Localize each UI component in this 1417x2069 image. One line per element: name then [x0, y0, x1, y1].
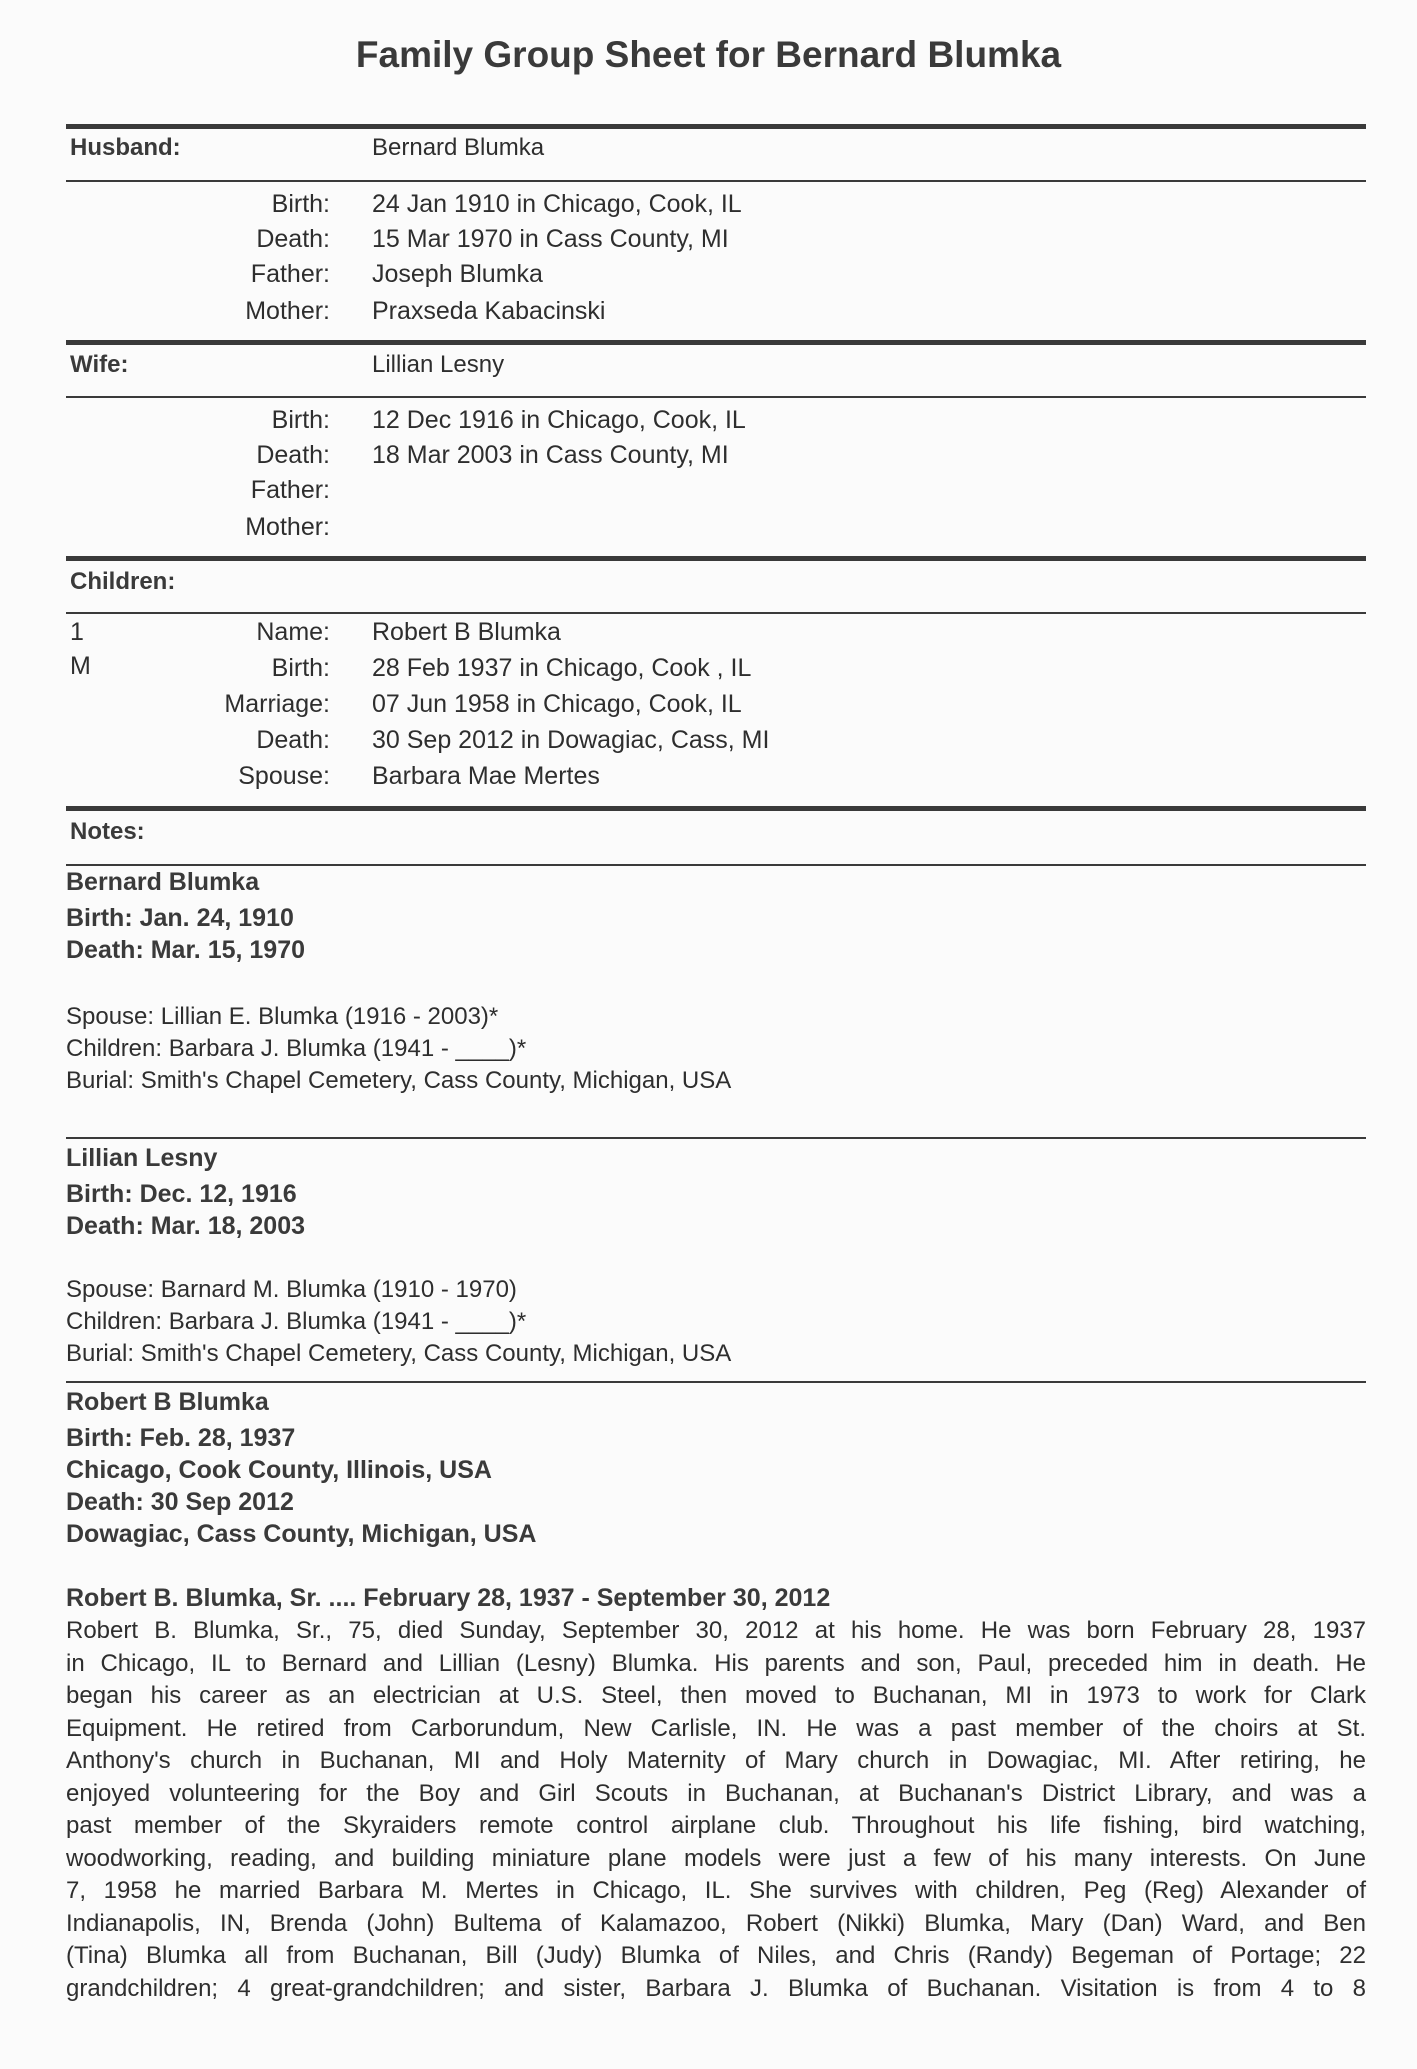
field-label: Birth:: [271, 406, 330, 434]
section-rule: [66, 556, 1366, 561]
field-label: Birth:: [271, 654, 330, 682]
field-label: Mother:: [245, 297, 330, 325]
divider: [66, 180, 1366, 182]
section-rule: [66, 340, 1366, 345]
field-value: Joseph Blumka: [372, 260, 543, 288]
note-death-place: Dowagiac, Cass County, Michigan, USA: [66, 1520, 537, 1548]
field-label: Death:: [256, 441, 330, 469]
field-value: 24 Jan 1910 in Chicago, Cook, IL: [372, 190, 742, 218]
obituary-heading: Robert B. Blumka, Sr. .... February 28, 1937 - September 30, 2012: [66, 1584, 831, 1612]
note-spouse: Spouse: Lillian E. Blumka (1916 - 2003)*: [66, 1003, 499, 1030]
child-sex: M: [70, 652, 91, 680]
wife-name: Lillian Lesny: [372, 351, 505, 378]
note-death: Death: 30 Sep 2012: [66, 1488, 294, 1516]
notes-label: Notes:: [70, 818, 145, 845]
field-label: Marriage:: [224, 690, 330, 718]
field-value: Barbara Mae Mertes: [372, 762, 600, 790]
divider: [66, 1381, 1366, 1383]
obituary-line: woodworking, reading, and building miniature plane models were just a few of his many interests. On June: [66, 1844, 1366, 1872]
obituary-line: Equipment. He retired from Carborundum, New Carlisle, IN. He was a past member of the choirs at St.: [66, 1714, 1366, 1742]
field-value: 07 Jun 1958 in Chicago, Cook, IL: [372, 690, 742, 718]
note-birth: Birth: Jan. 24, 1910: [66, 904, 294, 932]
note-name: Bernard Blumka: [66, 868, 260, 896]
note-death: Death: Mar. 15, 1970: [66, 936, 306, 964]
section-rule: [66, 806, 1366, 811]
section-rule: [66, 124, 1366, 129]
obituary-line: in Chicago, IL to Bernard and Lillian (Lesny) Blumka. His parents and son, Paul, preceded him in death. He: [66, 1649, 1366, 1677]
divider: [66, 864, 1366, 866]
divider: [66, 1137, 1366, 1139]
field-label: Spouse:: [238, 762, 330, 790]
field-label: Father:: [250, 476, 330, 504]
page-title: Family Group Sheet for Bernard Blumka: [355, 34, 1062, 75]
divider: [66, 396, 1366, 398]
obituary-line: enjoyed volunteering for the Boy and Girl Scouts in Buchanan, at Buchanan's District Library, and was a: [66, 1779, 1366, 1807]
field-label: Father:: [250, 260, 330, 288]
field-value: Praxseda Kabacinski: [372, 297, 606, 325]
obituary-line: Anthony's church in Buchanan, MI and Holy Maternity of Mary church in Dowagiac, MI. After retiring, he: [66, 1747, 1366, 1774]
obituary-line: grandchildren; 4 great-grandchildren; and sister, Barbara J. Blumka of Buchanan. Visitation is from 4 to 8: [66, 1974, 1366, 2002]
obituary-line: Indianapolis, IN, Brenda (John) Bultema of Kalamazoo, Robert (Nikki) Blumka, Mary (Dan) Ward, and Ben: [66, 1909, 1366, 1937]
field-label: Death:: [256, 726, 330, 754]
field-label: Death:: [256, 225, 330, 253]
obituary-line: Robert B. Blumka, Sr., 75, died Sunday, September 30, 2012 at his home. He was born February 28, 1937: [66, 1617, 1366, 1644]
husband-name: Bernard Blumka: [372, 134, 545, 161]
note-burial: Burial: Smith's Chapel Cemetery, Cass County, Michigan, USA: [66, 1340, 732, 1367]
field-label: Name:: [256, 618, 330, 646]
note-children: Children: Barbara J. Blumka (1941 - ____)*: [66, 1308, 527, 1335]
note-spouse: Spouse: Barnard M. Blumka (1910 - 1970): [66, 1276, 517, 1303]
field-value: 30 Sep 2012 in Dowagiac, Cass, MI: [372, 726, 770, 754]
obituary-line: (Tina) Blumka all from Buchanan, Bill (Judy) Blumka of Niles, and Chris (Randy) Begeman of Portage; 22: [66, 1942, 1366, 1969]
note-birth-place: Chicago, Cook County, Illinois, USA: [66, 1456, 492, 1484]
obituary-line: 7, 1958 he married Barbara M. Mertes in Chicago, IL. She survives with children, Peg (Reg) Alexander of: [66, 1877, 1366, 1904]
field-value: 15 Mar 1970 in Cass County, MI: [372, 225, 729, 253]
field-value: 18 Mar 2003 in Cass County, MI: [372, 441, 729, 469]
note-birth: Birth: Dec. 12, 1916: [66, 1180, 297, 1208]
note-children: Children: Barbara J. Blumka (1941 - ____)*: [66, 1035, 527, 1062]
note-birth: Birth: Feb. 28, 1937: [66, 1424, 296, 1452]
child-number: 1: [70, 618, 84, 646]
field-label: Birth:: [271, 190, 330, 218]
obituary-line: past member of the Skyraiders remote control airplane club. Throughout his life fishing, bird watching,: [66, 1812, 1366, 1839]
field-label: Mother:: [245, 513, 330, 541]
wife-label: Wife:: [70, 351, 129, 378]
divider: [66, 612, 1366, 614]
note-death: Death: Mar. 18, 2003: [66, 1212, 306, 1240]
field-value: Robert B Blumka: [372, 618, 561, 646]
field-value: 28 Feb 1937 in Chicago, Cook , IL: [372, 654, 752, 682]
children-label: Children:: [70, 568, 176, 595]
note-name: Robert B Blumka: [66, 1388, 269, 1416]
obituary-line: began his career as an electrician at U.S. Steel, then moved to Buchanan, MI in 1973 to work for Clark: [66, 1682, 1366, 1709]
field-value: 12 Dec 1916 in Chicago, Cook, IL: [372, 406, 746, 434]
husband-label: Husband:: [70, 134, 181, 161]
note-burial: Burial: Smith's Chapel Cemetery, Cass County, Michigan, USA: [66, 1067, 732, 1094]
note-name: Lillian Lesny: [66, 1144, 218, 1172]
obituary-text: [66, 1615, 1366, 2005]
